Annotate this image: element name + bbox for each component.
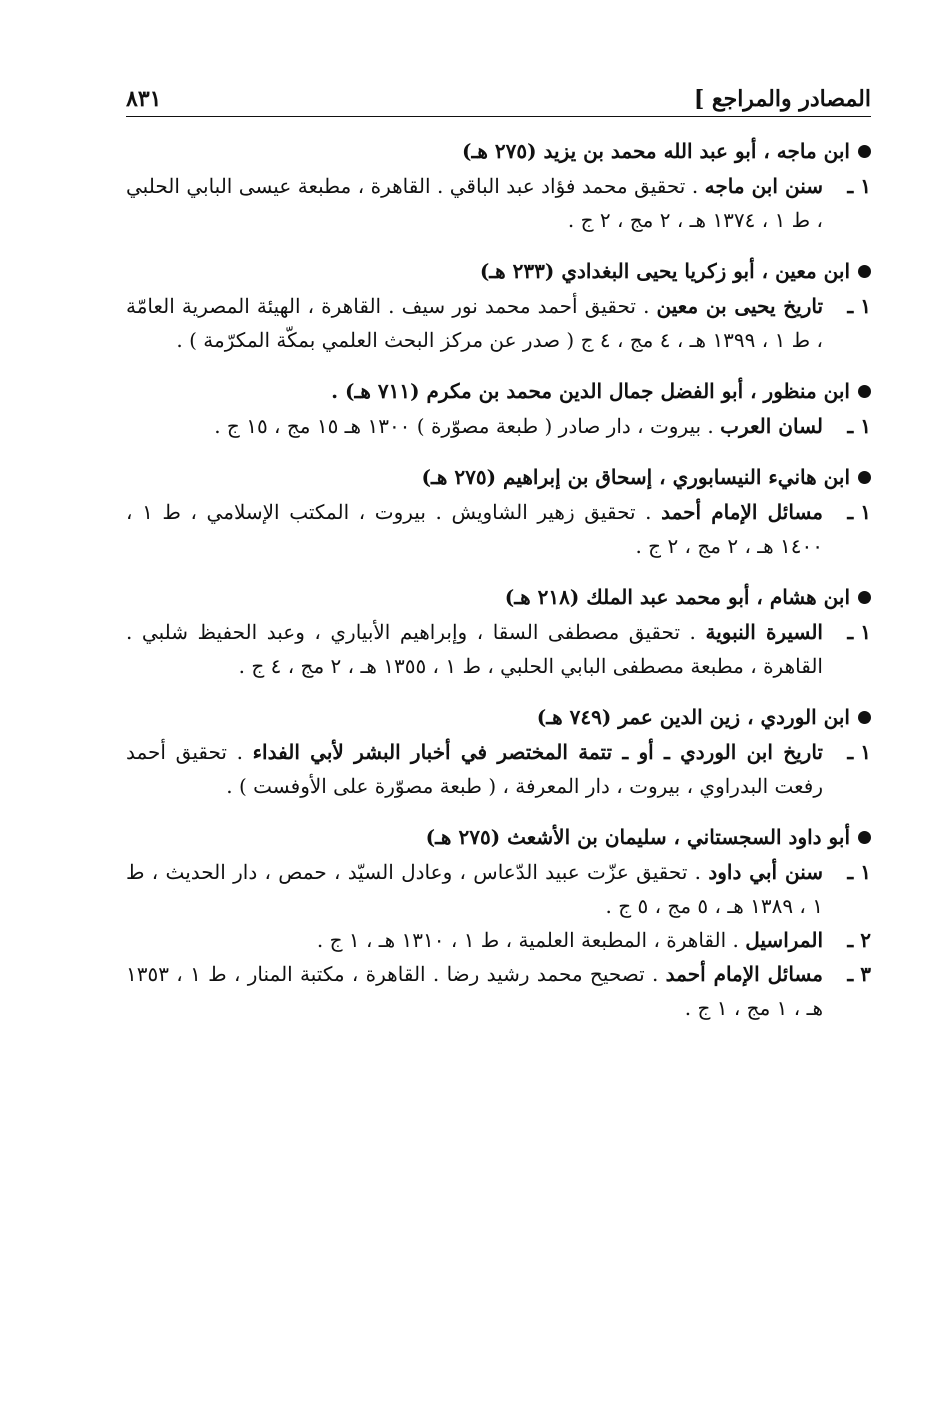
bibliography-entry bbox=[126, 819, 871, 1025]
reference-item bbox=[126, 495, 871, 563]
reference-text bbox=[126, 289, 823, 357]
bullet-icon bbox=[858, 591, 871, 604]
reference-title: سنن ابن ماجه bbox=[704, 174, 824, 198]
bibliography-entry bbox=[126, 579, 871, 683]
bibliography-entry bbox=[126, 373, 871, 443]
bullet-icon bbox=[858, 471, 871, 484]
reference-item bbox=[126, 289, 871, 357]
reference-details: . تحقيق أحمد رفعت البدراوي ، بيروت ، دار المعرفة ، ( طبعة مصوّرة على الأوفست ) . bbox=[126, 740, 823, 798]
bibliography-entry bbox=[126, 459, 871, 563]
reference-title: مسائل الإمام أحمد bbox=[661, 500, 824, 524]
bibliography-entry bbox=[126, 133, 871, 237]
author-heading bbox=[126, 253, 871, 289]
reference-title: تاريخ يحيى بن معين bbox=[656, 294, 824, 318]
bibliography-list bbox=[126, 133, 871, 1025]
bullet-icon bbox=[858, 711, 871, 724]
reference-title: المراسيل bbox=[745, 928, 823, 952]
author-name: ابن ماجه ، أبو عبد الله محمد بن يزيد (٢٧٥ هـ) bbox=[462, 139, 850, 163]
reference-number: ١ ـ bbox=[847, 500, 871, 524]
reference-details: . بيروت ، دار صادر ( طبعة مصوّرة ) ١٣٠٠ هـ ١٥ مج ، ١٥ ج . bbox=[214, 414, 714, 438]
author-heading bbox=[126, 373, 871, 409]
reference-text bbox=[126, 409, 823, 443]
reference-title: سنن أبي داود bbox=[708, 860, 824, 884]
reference-number: ١ ـ bbox=[847, 174, 871, 198]
reference-details: . تصحيح محمد رشيد رضا . القاهرة ، مكتبة المنار ، ط ١ ، ١٣٥٣ هـ ، ١ مج ، ١ ج . bbox=[126, 962, 823, 1020]
reference-title: لسان العرب bbox=[720, 414, 823, 438]
bullet-icon bbox=[858, 145, 871, 158]
reference-details: . القاهرة ، المطبعة العلمية ، ط ١ ، ١٣١٠ هـ ، ١ ج . bbox=[316, 928, 739, 952]
reference-item bbox=[126, 957, 871, 1025]
reference-item bbox=[126, 923, 871, 957]
author-name: ابن هشام ، أبو محمد عبد الملك (٢١٨ هـ) bbox=[504, 585, 850, 609]
reference-details: . تحقيق محمد فؤاد عبد الباقي . القاهرة ، مطبعة عيسى البابي الحلبي ، ط ١ ، ١٣٧٤ هـ ، ٢ مج ، ٢ ج . bbox=[126, 174, 823, 232]
reference-item bbox=[126, 735, 871, 803]
reference-text bbox=[126, 169, 823, 237]
reference-item bbox=[126, 855, 871, 923]
author-heading bbox=[126, 133, 871, 169]
reference-number: ١ ـ bbox=[847, 620, 871, 644]
reference-item bbox=[126, 615, 871, 683]
bullet-icon bbox=[858, 831, 871, 844]
bullet-icon bbox=[858, 265, 871, 278]
reference-details: . تحقيق أحمد محمد نور سيف . القاهرة ، الهيئة المصرية العامّة ، ط ١ ، ١٣٩٩ هـ ، ٤ مج ، ٤ ج ( صدر عن مركز البحث العلمي بمكّة المكرّمة ) . bbox=[126, 294, 823, 352]
author-name: ابن الوردي ، زين الدين عمر (٧٤٩ هـ) bbox=[536, 705, 850, 729]
page-number: ٨٣١ bbox=[126, 86, 162, 112]
reference-number: ٢ ـ bbox=[847, 928, 871, 952]
reference-details: . تحقيق مصطفى السقا ، وإبراهيم الأبياري ، وعبد الحفيظ شلبي . القاهرة ، مطبعة مصطفى البابي الحلبي ، ط ١ ، ١٣٥٥ هـ ، ٢ مج ، ٤ ج . bbox=[126, 620, 823, 678]
reference-text bbox=[126, 495, 823, 563]
reference-number: ١ ـ bbox=[847, 740, 871, 764]
reference-number: ٣ ـ bbox=[847, 962, 871, 986]
author-name: ابن هانيء النيسابوري ، إسحاق بن إبراهيم (٢٧٥ هـ) bbox=[421, 465, 850, 489]
reference-title: تاريخ ابن الوردي ـ أو ـ تتمة المختصر في أخبار البشر لأبي الفداء bbox=[252, 740, 823, 764]
bibliography-entry bbox=[126, 253, 871, 357]
author-heading bbox=[126, 819, 871, 855]
reference-item bbox=[126, 169, 871, 237]
author-heading bbox=[126, 459, 871, 495]
page-header bbox=[126, 68, 871, 117]
header-title: المصادر والمراجع ] bbox=[693, 86, 871, 112]
reference-number: ١ ـ bbox=[847, 414, 871, 438]
author-name: ابن منظور ، أبو الفضل جمال الدين محمد بن مكرم (٧١١ هـ) . bbox=[331, 379, 850, 403]
author-name: أبو داود السجستاني ، سليمان بن الأشعث (٢٧٥ هـ) bbox=[425, 825, 850, 849]
reference-text bbox=[126, 957, 823, 1025]
reference-title: مسائل الإمام أحمد bbox=[665, 962, 824, 986]
reference-details: . تحقيق زهير الشاويش . بيروت ، المكتب الإسلامي ، ط ١ ، ١٤٠٠ هـ ، ٢ مج ، ٢ ج . bbox=[126, 500, 823, 558]
bullet-icon bbox=[858, 385, 871, 398]
reference-item bbox=[126, 409, 871, 443]
reference-text bbox=[126, 855, 823, 923]
author-heading bbox=[126, 699, 871, 735]
reference-text bbox=[126, 923, 823, 957]
reference-number: ١ ـ bbox=[847, 860, 871, 884]
page bbox=[126, 68, 871, 1041]
reference-details: . تحقيق عزّت عبيد الدّعاس ، وعادل السيّد ، حمص ، دار الحديث ، ط ١ ، ١٣٨٩ هـ ، ٥ مج ، ٥ ج . bbox=[126, 860, 823, 918]
reference-number: ١ ـ bbox=[847, 294, 871, 318]
reference-title: السيرة النبوية bbox=[705, 620, 823, 644]
reference-text bbox=[126, 615, 823, 683]
reference-text bbox=[126, 735, 823, 803]
author-heading bbox=[126, 579, 871, 615]
author-name: ابن معين ، أبو زكريا يحيى البغدادي (٢٣٣ هـ) bbox=[479, 259, 850, 283]
bibliography-entry bbox=[126, 699, 871, 803]
